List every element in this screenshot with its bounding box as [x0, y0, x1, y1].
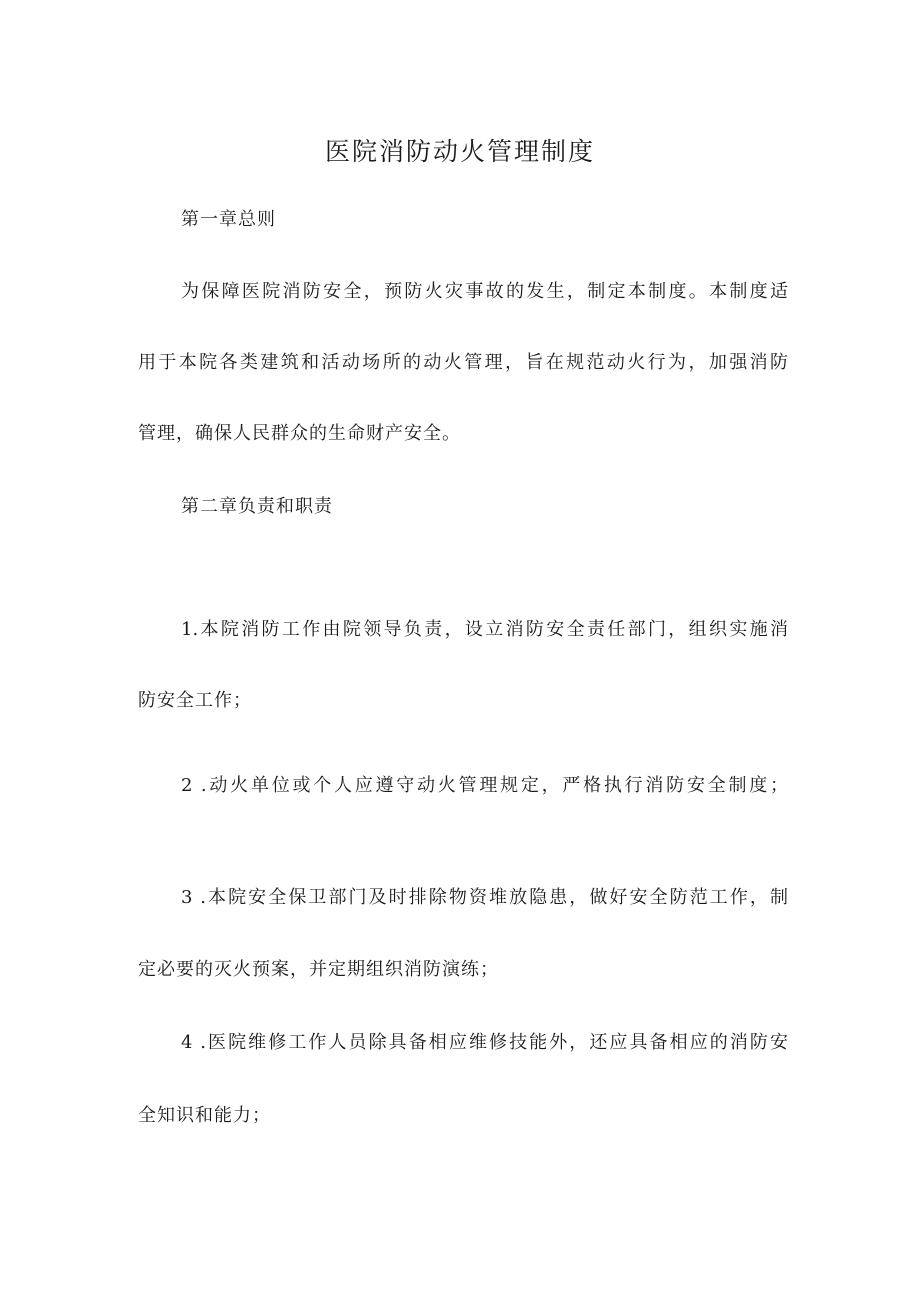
- chapter-2-item-2-line: 2 .动火单位或个人应遵守动火管理规定，严格执行消防安全制度；: [181, 775, 788, 796]
- chapter-1-paragraph-line: 管理，确保人民群众的生命财产安全。: [138, 423, 461, 444]
- chapter-2-item-4-line: 全知识和能力；: [138, 1105, 271, 1126]
- chapter-2-item-3-line: 3 .本院安全保卫部门及时排除物资堆放隐患，做好安全防范工作，制: [181, 887, 788, 908]
- document-title: 医院消防动火管理制度: [324, 137, 595, 166]
- chapter-1-heading: 第一章总则: [181, 209, 276, 230]
- chapter-1-paragraph-line: 为保障医院消防安全，预防火灾事故的发生，制定本制度。本制度适: [181, 281, 788, 302]
- chapter-2-heading: 第二章负责和职责: [181, 496, 333, 517]
- chapter-2-item-4-line: 4 .医院维修工作人员除具备相应维修技能外，还应具备相应的消防安: [181, 1032, 788, 1053]
- chapter-2-item-1-line: 1.本院消防工作由院领导负责，设立消防安全责任部门，组织实施消: [181, 619, 788, 640]
- chapter-2-item-3-line: 定必要的灭火预案，并定期组织消防演练；: [138, 959, 499, 980]
- chapter-1-paragraph-line: 用于本院各类建筑和活动场所的动火管理，旨在规范动火行为，加强消防: [138, 352, 788, 373]
- chapter-2-item-1-line: 防安全工作；: [138, 690, 252, 711]
